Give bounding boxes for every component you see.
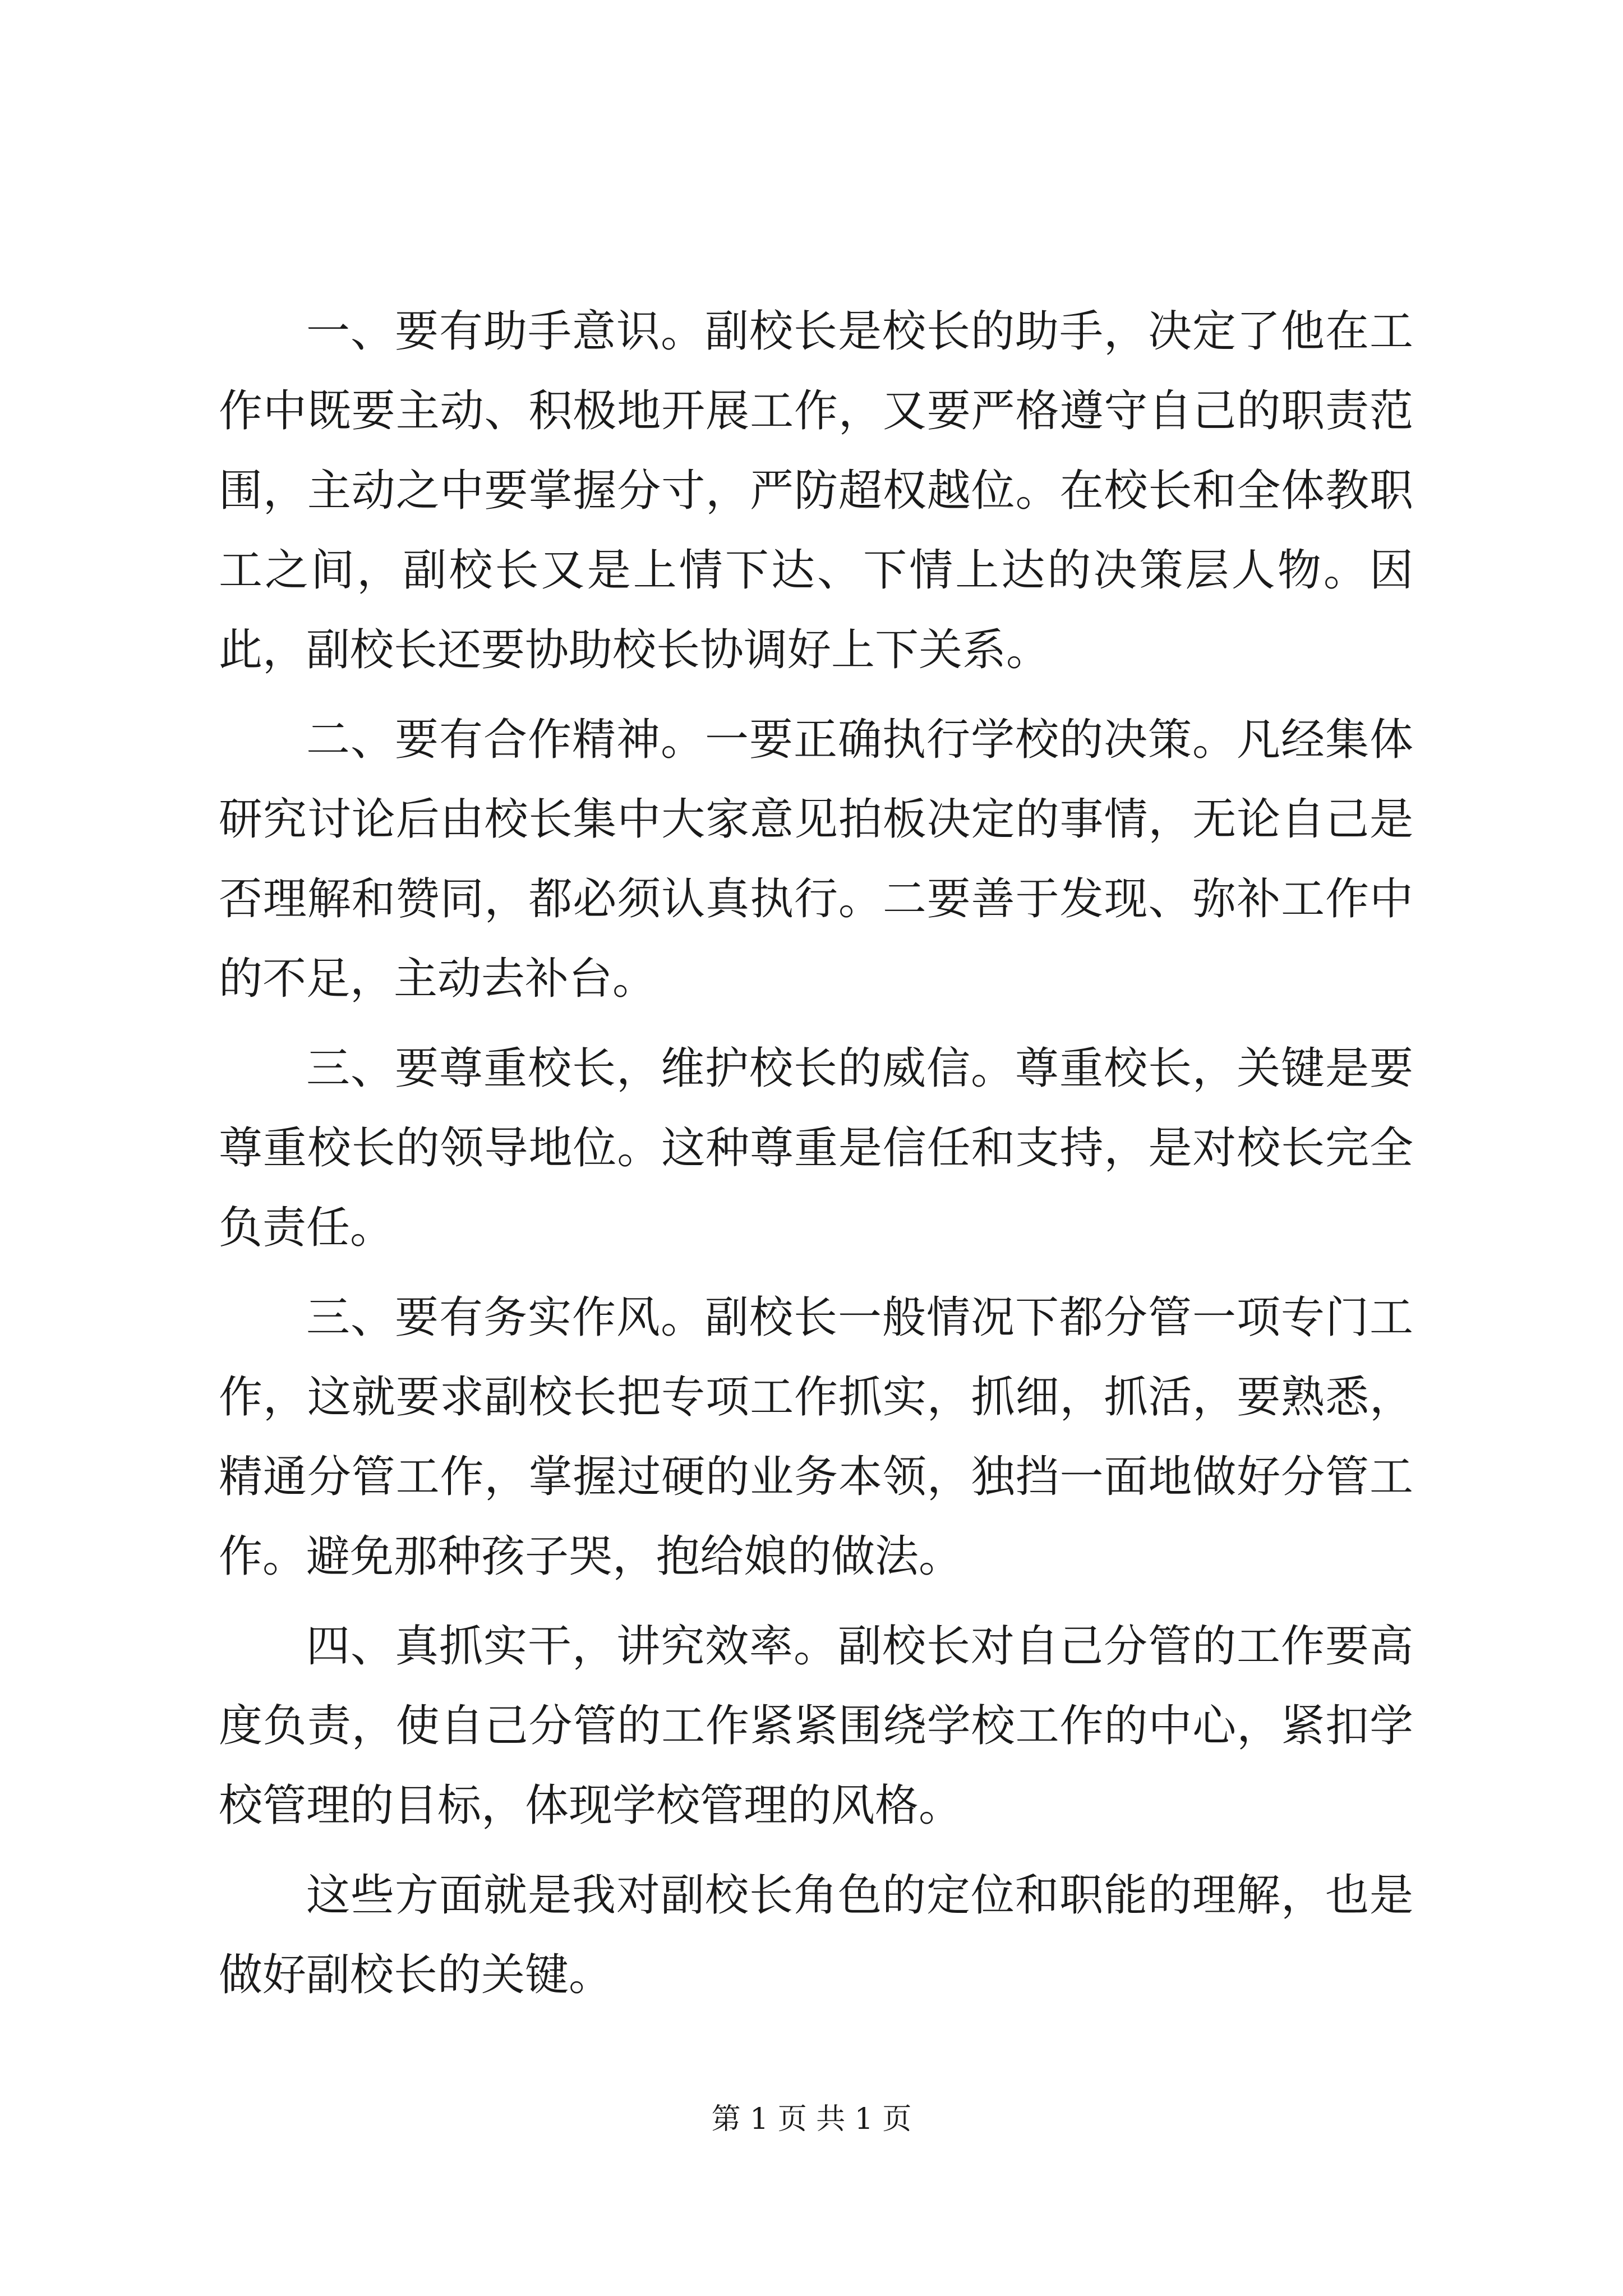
- paragraph-practical-style: 三、要有务实作风。副校长一般情况下都分管一项专门工作，这就要求副校长把专项工作抓实，抓细，抓活，要熟悉，精通分管工作，掌握过硬的业务本领，独挡一面地做好分管工作。避免那种孩子哭，抱给娘的做法。: [219, 1292, 1413, 1582]
- paragraph-efficiency: 四、真抓实干，讲究效率。副校长对自己分管的工作要高度负责，使自己分管的工作紧紧围绕学校工作的中心，紧扣学校管理的目标，体现学校管理的风格。: [219, 1621, 1413, 1831]
- document-body: [219, 292, 1413, 2025]
- paragraph-assistant-awareness: 一、要有助手意识。副校长是校长的助手，决定了他在工作中既要主动、积极地开展工作，又要严格遵守自己的职责范围，主动之中要掌握分寸，严防超权越位。在校长和全体教职工之间，副校长又是上情下达、下情上达的决策层人物。因此，副校长还要协助校长协调好上下关系。: [219, 306, 1413, 675]
- paragraph-respect-principal: 三、要尊重校长，维护校长的威信。尊重校长，关键是要尊重校长的领导地位。这种尊重是信任和支持，是对校长完全负责任。: [219, 1043, 1413, 1253]
- page-footer: 第 1 页 共 1 页: [711, 2102, 912, 2136]
- paragraph-cooperation-spirit: 二、要有合作精神。一要正确执行学校的决策。凡经集体研究讨论后由校长集中大家意见拍板决定的事情，无论自己是否理解和赞同，都必须认真执行。二要善于发现、弥补工作中的不足，主动去补台。: [219, 715, 1413, 1004]
- paragraph-conclusion: 这些方面就是我对副校长角色的定位和职能的理解，也是做好副校长的关键。: [219, 1870, 1413, 2000]
